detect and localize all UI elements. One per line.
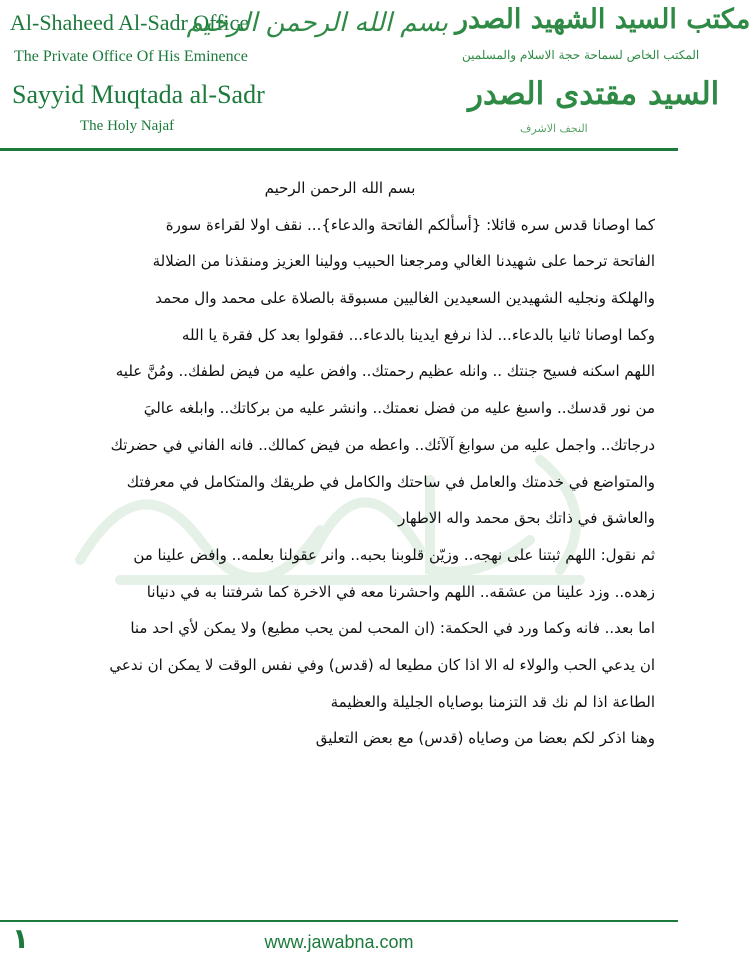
body-line-3: والهلكة ونجليه الشهيدين السعيدين الغاليين مسبوقة بالصلاة على محمد وال محمد: [155, 289, 655, 308]
sayyid-name-english: Sayyid Muqtada al-Sadr: [12, 80, 265, 109]
footer-divider: [0, 920, 678, 922]
body-line-2: الفاتحة ترحما على شهيدنا الغالي ومرجعنا الحبيب وولينا العزيز ومنقذنا من الضلالة: [152, 252, 655, 271]
body-line-14: الطاعة اذا لم نك قد التزمنا بوصاياه الجليلة والعظيمة: [330, 692, 655, 711]
letter-body: [25, 170, 655, 757]
najaf-arabic: النجف الاشرف: [520, 122, 588, 135]
body-line-4: وكما اوصانا ثانيا بالدعاء... لذا نرفع ايدينا بالدعاء... فقولوا بعد كل فقرة يا الله: [181, 325, 655, 344]
office-name-arabic: مكتب السيد الشهيد الصدر: [455, 4, 750, 35]
page-number: ١: [12, 922, 30, 955]
private-office-english: The Private Office Of His Eminence: [14, 48, 248, 65]
basmala-calligraphy-text: بسم الله الرحمن الرحيم: [186, 8, 448, 38]
body-line-6: من نور قدسك.. واسبغ عليه من فضل نعمتك.. وانشر عليه من بركاتك.. وابلغه عاليَ: [143, 399, 655, 418]
body-line-10: ثم نقول: اللهم ثبتنا على نهجه.. وزيّن قلوبنا بحبه.. وانر عقولنا بعلمه.. وافض علينا من: [133, 545, 655, 564]
website-link[interactable]: www.jawabna.com: [264, 932, 414, 952]
body-line-15: وهنا اذكر لكم بعضا من وصاياه (قدس) مع بعض التعليق: [315, 729, 655, 748]
basmala-calligraphy-logo: [186, 8, 448, 48]
body-line-7: درجاتك.. واجمل عليه من سوابغ آلآئك.. واعطه من فيض كمالك.. فانه الفاني في حضرتك: [110, 435, 655, 454]
office-name-english: Al-Shaheed Al-Sadr Office: [10, 10, 250, 35]
private-office-arabic: المكتب الخاص لسماحة حجة الاسلام والمسلمين: [462, 48, 700, 62]
sayyid-name-arabic: السيد مقتدى الصدر: [468, 76, 720, 112]
najaf-english: The Holy Najaf: [80, 118, 175, 134]
body-line-12: اما بعد.. فانه وكما ورد في الحكمة: (ان المحب لمن يحب مطيع) ولا يمكن لأي احد منا: [130, 619, 655, 638]
body-line-1: كما اوصانا قدس سره قائلا: {أسألكم الفاتحة والدعاء}... نقف اولا لقراءة سورة: [165, 215, 655, 234]
body-line-8: والمتواضع في خدمتك والعامل في ساحتك والكامل في طريقك والمتكامل في معرفتك: [126, 472, 655, 491]
header-divider: [0, 148, 678, 151]
body-line-11: زهده.. وزد علينا من عشقه.. اللهم واحشرنا معه في الاخرة كما شرفتنا به في دنيانا: [146, 582, 655, 601]
body-line-9: والعاشق في ذاتك بحق محمد واله الاطهار: [398, 509, 655, 528]
body-line-5: اللهم اسكنه فسيح جنتك .. وانله عظيم رحمتك.. وافض عليه من فيض لطفك.. ومُنَّ عليه: [115, 362, 655, 381]
letterhead: [0, 0, 750, 150]
body-line-13: ان يدعي الحب والولاء له الا اذا كان مطيعا له (قدس) وفي نفس الوقت لا يمكن ان ندعي: [109, 655, 655, 674]
body-basmala-title: بسم الله الرحمن الرحيم: [264, 179, 416, 197]
